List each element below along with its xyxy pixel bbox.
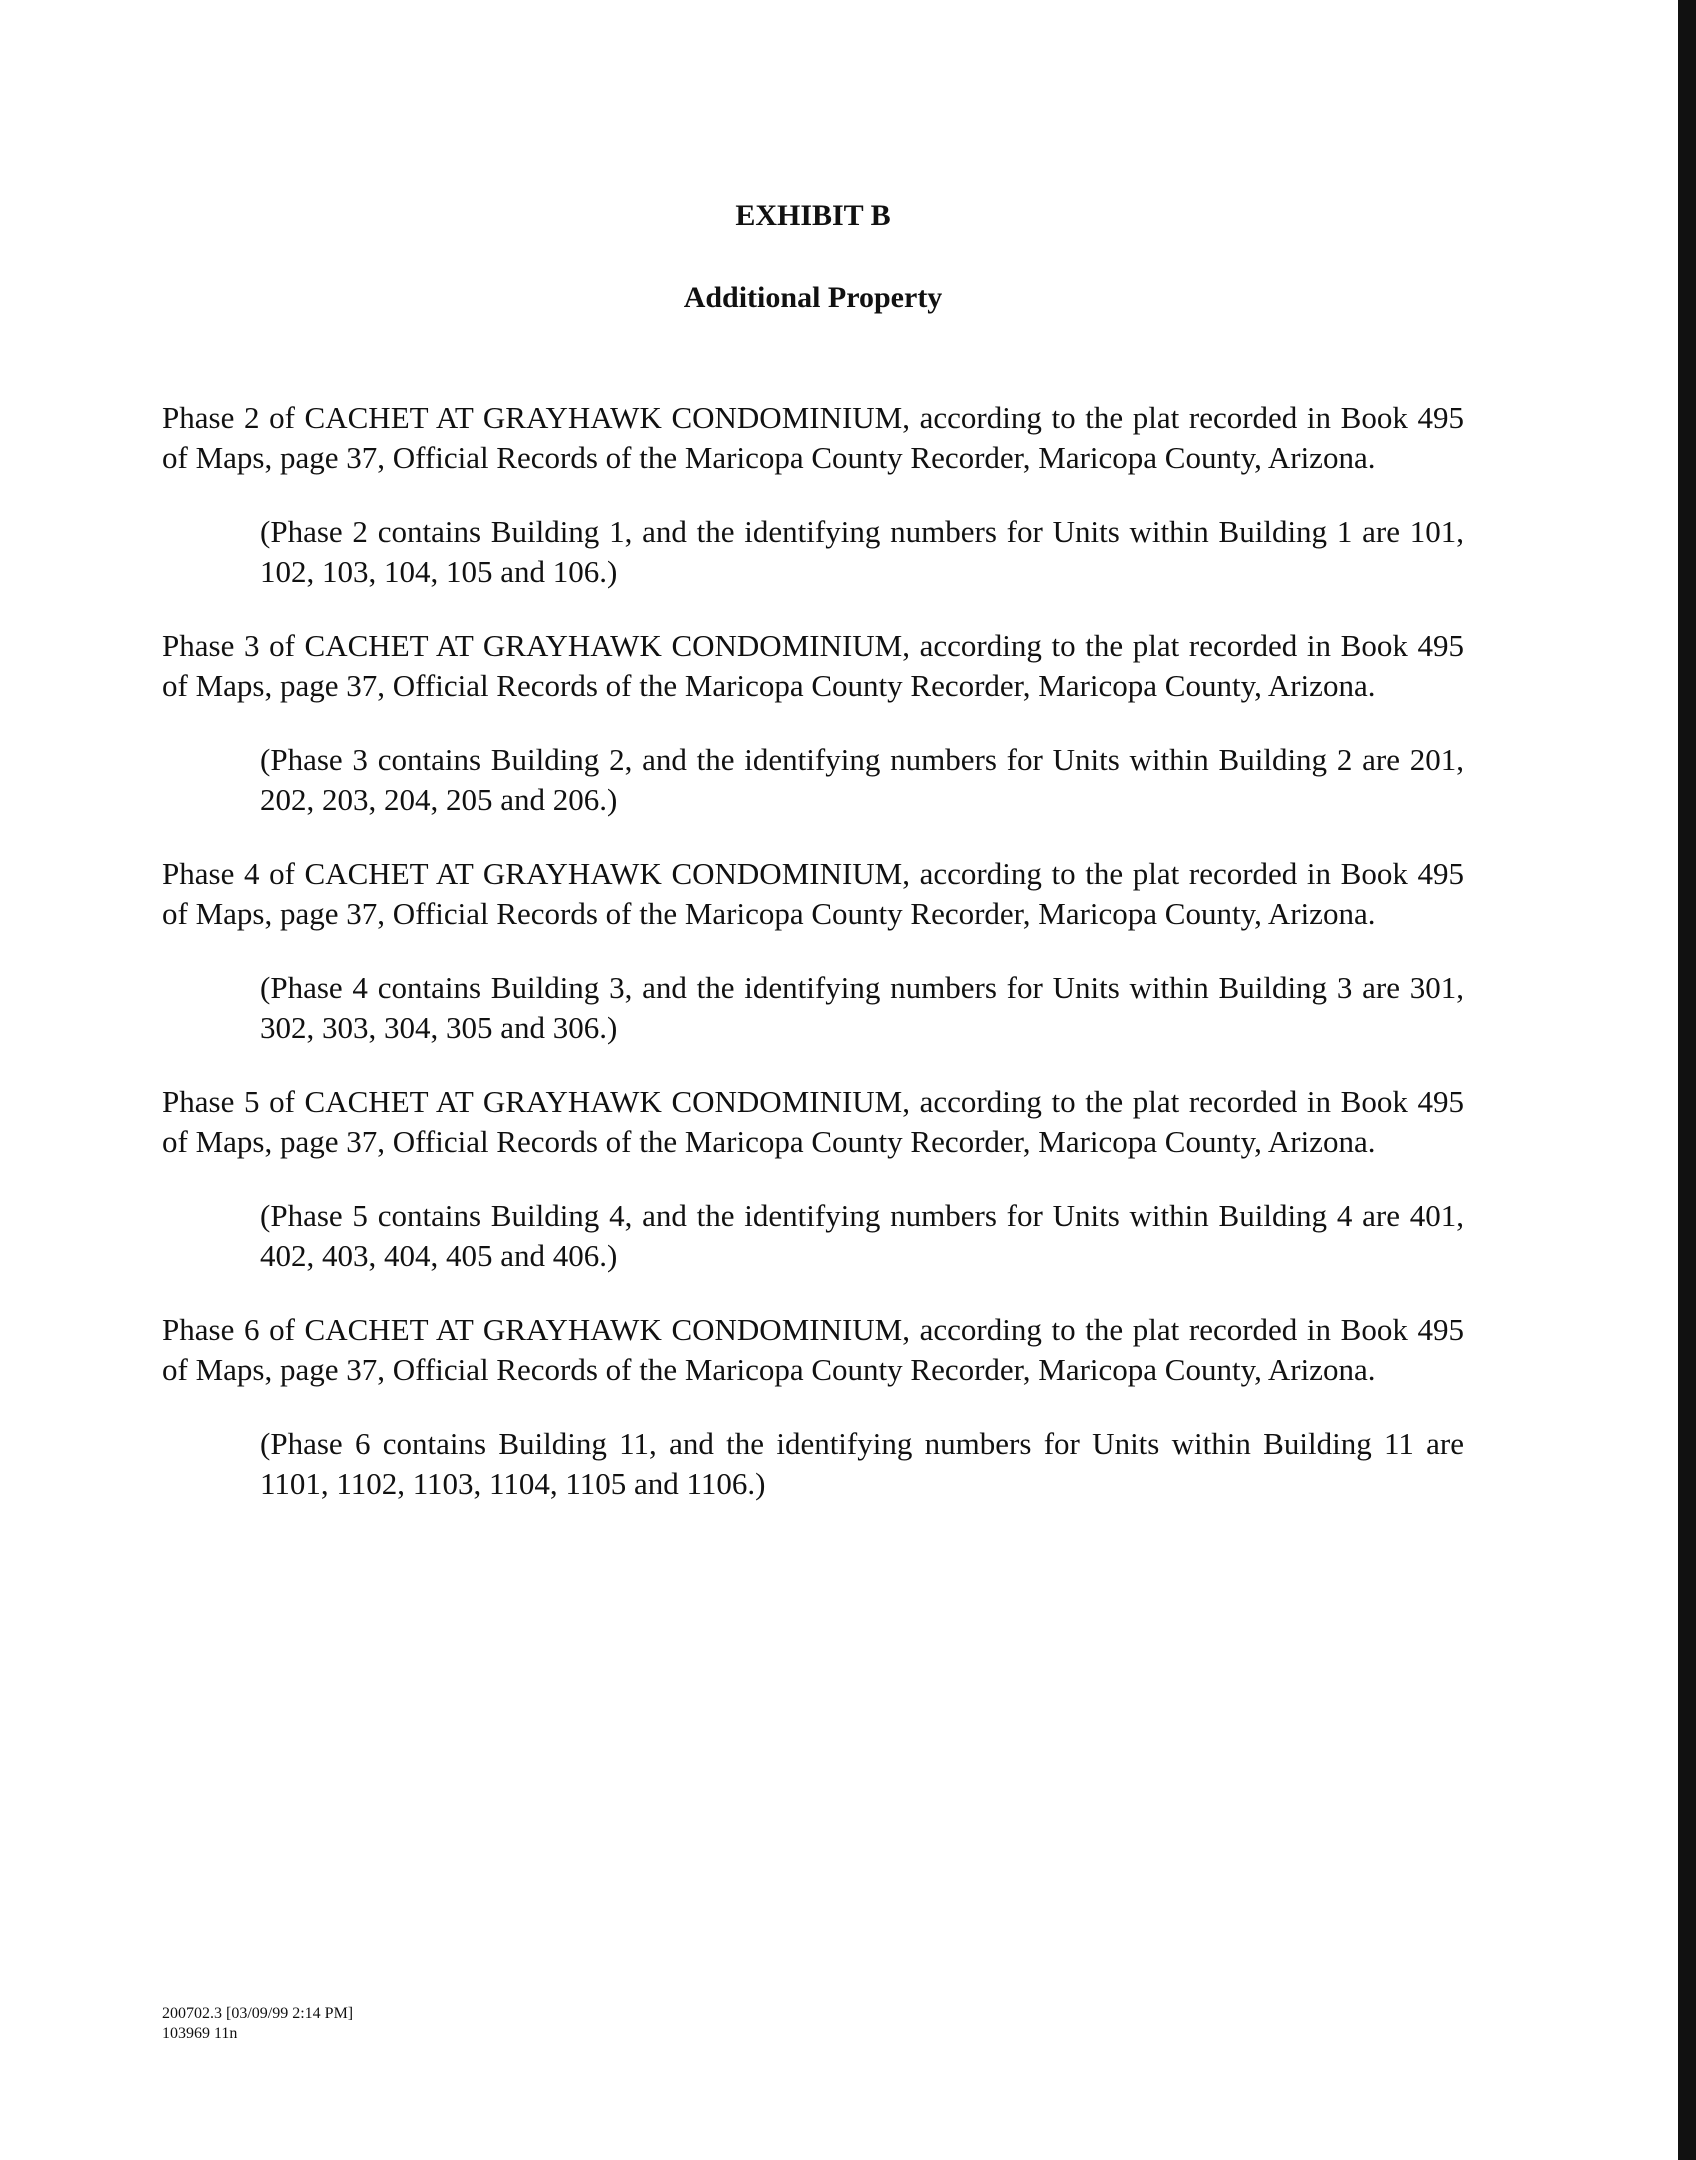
scan-edge xyxy=(1678,0,1696,2160)
phase-5-note: (Phase 5 contains Building 4, and the identifying numbers for Units within Building 4 are 401, 402, 403, 404, 405 and 406.) xyxy=(260,1198,1464,1273)
phase-3-description: Phase 3 of CACHET AT GRAYHAWK CONDOMINIUM, according to the plat recorded in Book 495 of Maps, page 37, Official Records of the Maricopa County Recorder, Maricopa County, Arizona. xyxy=(162,628,1464,703)
phase-4-description: Phase 4 of CACHET AT GRAYHAWK CONDOMINIUM, according to the plat recorded in Book 495 of Maps, page 37, Official Records of the Maricopa County Recorder, Maricopa County, Arizona. xyxy=(162,856,1464,931)
phase-3-note: (Phase 3 contains Building 2, and the identifying numbers for Units within Building 2 are 201, 202, 203, 204, 205 and 206.) xyxy=(260,742,1464,817)
exhibit-title: EXHIBIT B xyxy=(735,199,891,232)
footer-doc-id: 200702.3 [03/09/99 2:14 PM] xyxy=(162,2005,354,2022)
phase-4-note: (Phase 4 contains Building 3, and the identifying numbers for Units within Building 3 are 301, 302, 303, 304, 305 and 306.) xyxy=(260,970,1464,1045)
phase-6-note: (Phase 6 contains Building 11, and the identifying numbers for Units within Building 11 are 1101, 1102, 1103, 1104, 1105 and 1106.) xyxy=(260,1426,1464,1501)
phase-6-description: Phase 6 of CACHET AT GRAYHAWK CONDOMINIUM, according to the plat recorded in Book 495 of Maps, page 37, Official Records of the Maricopa County Recorder, Maricopa County, Arizona. xyxy=(162,1312,1464,1387)
phase-2-description: Phase 2 of CACHET AT GRAYHAWK CONDOMINIUM, according to the plat recorded in Book 495 of Maps, page 37, Official Records of the Maricopa County Recorder, Maricopa County, Arizona. xyxy=(162,400,1464,475)
document-body xyxy=(162,398,1464,1504)
exhibit-subtitle: Additional Property xyxy=(683,281,943,314)
document-footer xyxy=(162,2004,353,2044)
phase-5-description: Phase 5 of CACHET AT GRAYHAWK CONDOMINIUM, according to the plat recorded in Book 495 of Maps, page 37, Official Records of the Maricopa County Recorder, Maricopa County, Arizona. xyxy=(162,1084,1464,1159)
footer-file-number: 103969 11n xyxy=(162,2025,238,2042)
phase-2-note: (Phase 2 contains Building 1, and the identifying numbers for Units within Building 1 are 101, 102, 103, 104, 105 and 106.) xyxy=(260,514,1464,589)
